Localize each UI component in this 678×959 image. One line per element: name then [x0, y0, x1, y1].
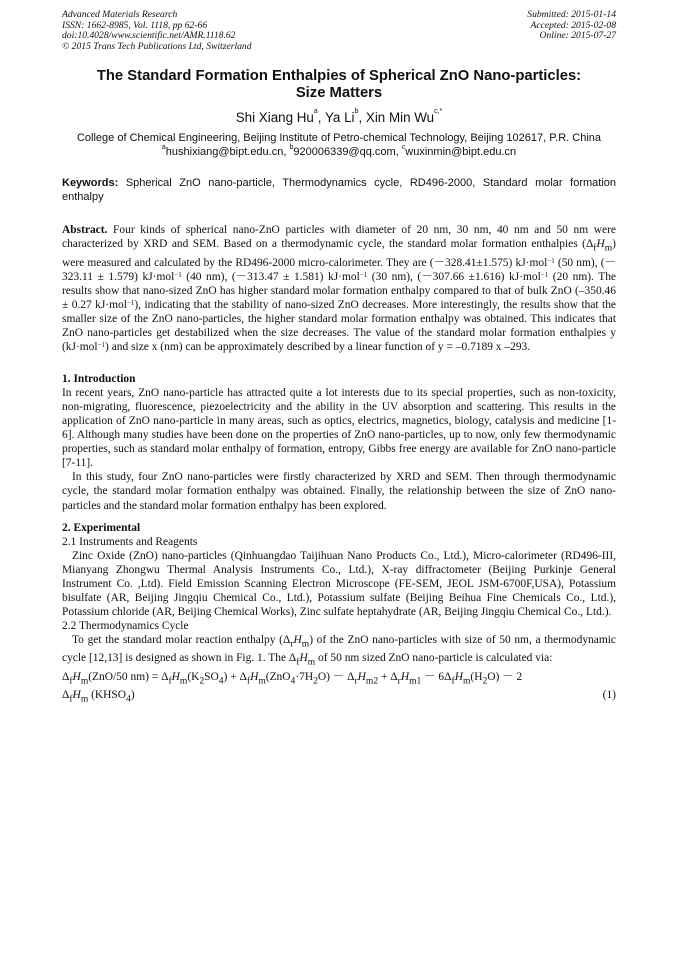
copyright: © 2015 Trans Tech Publications Ltd, Switzerland — [62, 40, 252, 52]
paper-page — [62, 10, 616, 706]
author-1-sup: a — [313, 108, 318, 116]
keywords-label: Keywords: — [62, 177, 119, 190]
header-right — [527, 10, 616, 52]
abstract-label: Abstract. — [62, 224, 108, 237]
affiliation: College of Chemical Engineering, Beijing Institute of Petro-chemical Technology, Beijing 102617, P.R. China — [76, 132, 602, 145]
section-2-heading: 2. Experimental — [62, 521, 141, 534]
keywords-text: Spherical ZnO nano-particle, Thermodynamics cycle, RD496-2000, Standard molar formation enthalpy — [62, 177, 617, 204]
keywords — [62, 176, 616, 204]
subsection-2-1-heading: 2.1 Instruments and Reagents — [62, 535, 198, 548]
title-line-1: The Standard Formation Enthalpies of Spherical ZnO Nano-particles: — [96, 68, 582, 85]
header-left — [62, 10, 252, 52]
author-3: Xin Min Wu — [365, 110, 435, 126]
author-3-sup: c,* — [434, 108, 443, 116]
intro-paragraph-2: In this study, four ZnO nano-particles were firstly characterized by XRD and SEM. Then through thermodynamic cycle, the standard molar formation enthalpy was obtained. Finally, the relationship between the size of ZnO nano-particles and the standard molar formation enthalpy has been explored. — [62, 471, 616, 512]
thermo-cycle-paragraph: To get the standard molar reaction enthalpy $(\Delta_rH_m)$ of the ZnO nano-particles with size of 50 nm, a thermodynamic cycle [12,13] is designed as shown in Fig. 1. The $\Delta_fH_m$ of 50 nm sized ZnO nano-particle is calculated via: — [62, 633, 616, 668]
journal-name: Advanced Materials Research — [62, 9, 178, 20]
author-sep: , — [358, 110, 366, 126]
online-date: Online: 2015-07-27 — [539, 30, 616, 42]
author-sep: , — [317, 110, 325, 126]
equation-1-tail: $\Delta_fH_m$ $(KHSO_4)$ — [62, 688, 135, 705]
section-1-heading: 1. Introduction — [62, 373, 136, 386]
paper-title — [62, 68, 616, 102]
author-1: Shi Xiang Hu — [235, 110, 314, 126]
doi: doi:10.4028/www.scientific.net/AMR.1118.62 — [62, 30, 236, 42]
email-b: 920006339@qq.com, — [293, 146, 402, 159]
accepted-date: Accepted: 2015-02-08 — [530, 19, 616, 31]
experimental-paragraph-1: Zinc Oxide (ZnO) nano-particles (Qinhuangdao Taijihuan Nano Products Co., Ltd.), Micro-calorimeter (RD496-III, Mianyang Zhongwu Thermal Analysis Instruments Co., Ltd.), X-ray diffractometer (Beijing Purkinje General Instrument Co. ,Ltd). Field Emission Scanning Electron Microscope (FE-SEM, JEOL JSM-6700F,USA), Potassium bisulfate (AR, Beijing Jingqiu Chemical Co., Ltd.), Potassium sulfate (Beijing Beihua Fine Chemicals Co., Ltd.), Potassium chloride (AR, Beijing Chemical Works), Zinc sulfate heptahydrate (AR, Beijing Jingqiu Chemical Co., Ltd.). — [62, 549, 616, 618]
emails — [62, 146, 616, 158]
subsection-2-2-heading: 2.2 Thermodynamics Cycle — [62, 619, 189, 632]
abstract: Abstract. Four kinds of spherical nano-ZnO particles with diameter of 20 nm, 30 nm, 40 nm and 50 nm were characterized by XRD and SEM. Based on a thermodynamic cycle, the standard molar formation enthalpies $(\Delta_fH_m)$ were measured and calculated by the RD496-2000 micro-calorimeter. They are (－328.41±1.575) kJ·mol$^{-1}$ (50 nm), (－323.11 ± 1.579) kJ·mol$^{-1}$ (40 nm), (－313.47 ± 1.581) kJ·mol$^{-1}$ (30 nm), (－307.66 ±1.616) kJ·mol$^{-1}$ (20 nm). The results show that nano-sized ZnO has higher standard molar formation enthalpy compared to that of bulk ZnO (–350.46 ± 0.27 kJ·mol$^{-1}$), indicating that the stability of nano-sized ZnO decreases. More interestingly, the results show that the smaller size of the ZnO nano-particles, the higher standard molar formation enthalpy was obtained. This indicates that ZnO nano-particles get destabilized when the size decreases. The value of the standard molar formation enthalpies y (kJ·mol$^{-1}$) and size x (nm) can be approximately described by a linear function of y = –0.7189 x –293. — [62, 224, 617, 354]
email-a: hushixiang@bipt.edu.cn, — [165, 146, 290, 159]
submitted-date: Submitted: 2015-01-14 — [527, 9, 616, 20]
author-2: Ya Li — [325, 110, 355, 126]
equation-1: $\Delta_fH_m(ZnO/50$ $nm) = \Delta_fH_m(K_2SO_4) + \Delta_fH_m(ZnO_4\cdot 7H_2O) - \Delta_rH_{m2} + \Delta_rH_{m1} - 6\Delta_fH_m(H_2O) - 2$ $\Delta_fH_m$ $(KHSO_4)$ (1) — [62, 670, 616, 707]
author-2-sup: b — [354, 108, 359, 116]
equation-1-row — [62, 688, 616, 706]
email-c: wuxinmin@bipt.edu.cn — [405, 146, 517, 159]
authors — [62, 110, 616, 125]
title-line-2: Size Matters — [295, 85, 383, 102]
issn: ISSN: 1662-8985, Vol. 1118, pp 62-66 — [62, 19, 208, 31]
equation-number: (1) — [602, 688, 616, 701]
email-sup: b — [289, 144, 294, 152]
email-sup: c — [401, 144, 406, 152]
header — [62, 10, 616, 52]
email-sup: a — [161, 144, 166, 152]
intro-paragraph-1: In recent years, ZnO nano-particle has attracted quite a lot interests due to its special properties, such as non-toxicity, non-migrating, fluorescence, piezoelectricity and the ability in the UV absorption and scattering. This results in the application of ZnO nano-particle in many areas, such as optics, electrics, magnetics, biology, catalysis and medicine [1-6]. Although many studies have been done on the properties of ZnO nano-particles, up to now, only few thermodynamic properties, such as standard molar enthalpy of formation, entropy, Gibbs free energy are available for ZnO nano-particle [7-11]. — [62, 387, 616, 470]
